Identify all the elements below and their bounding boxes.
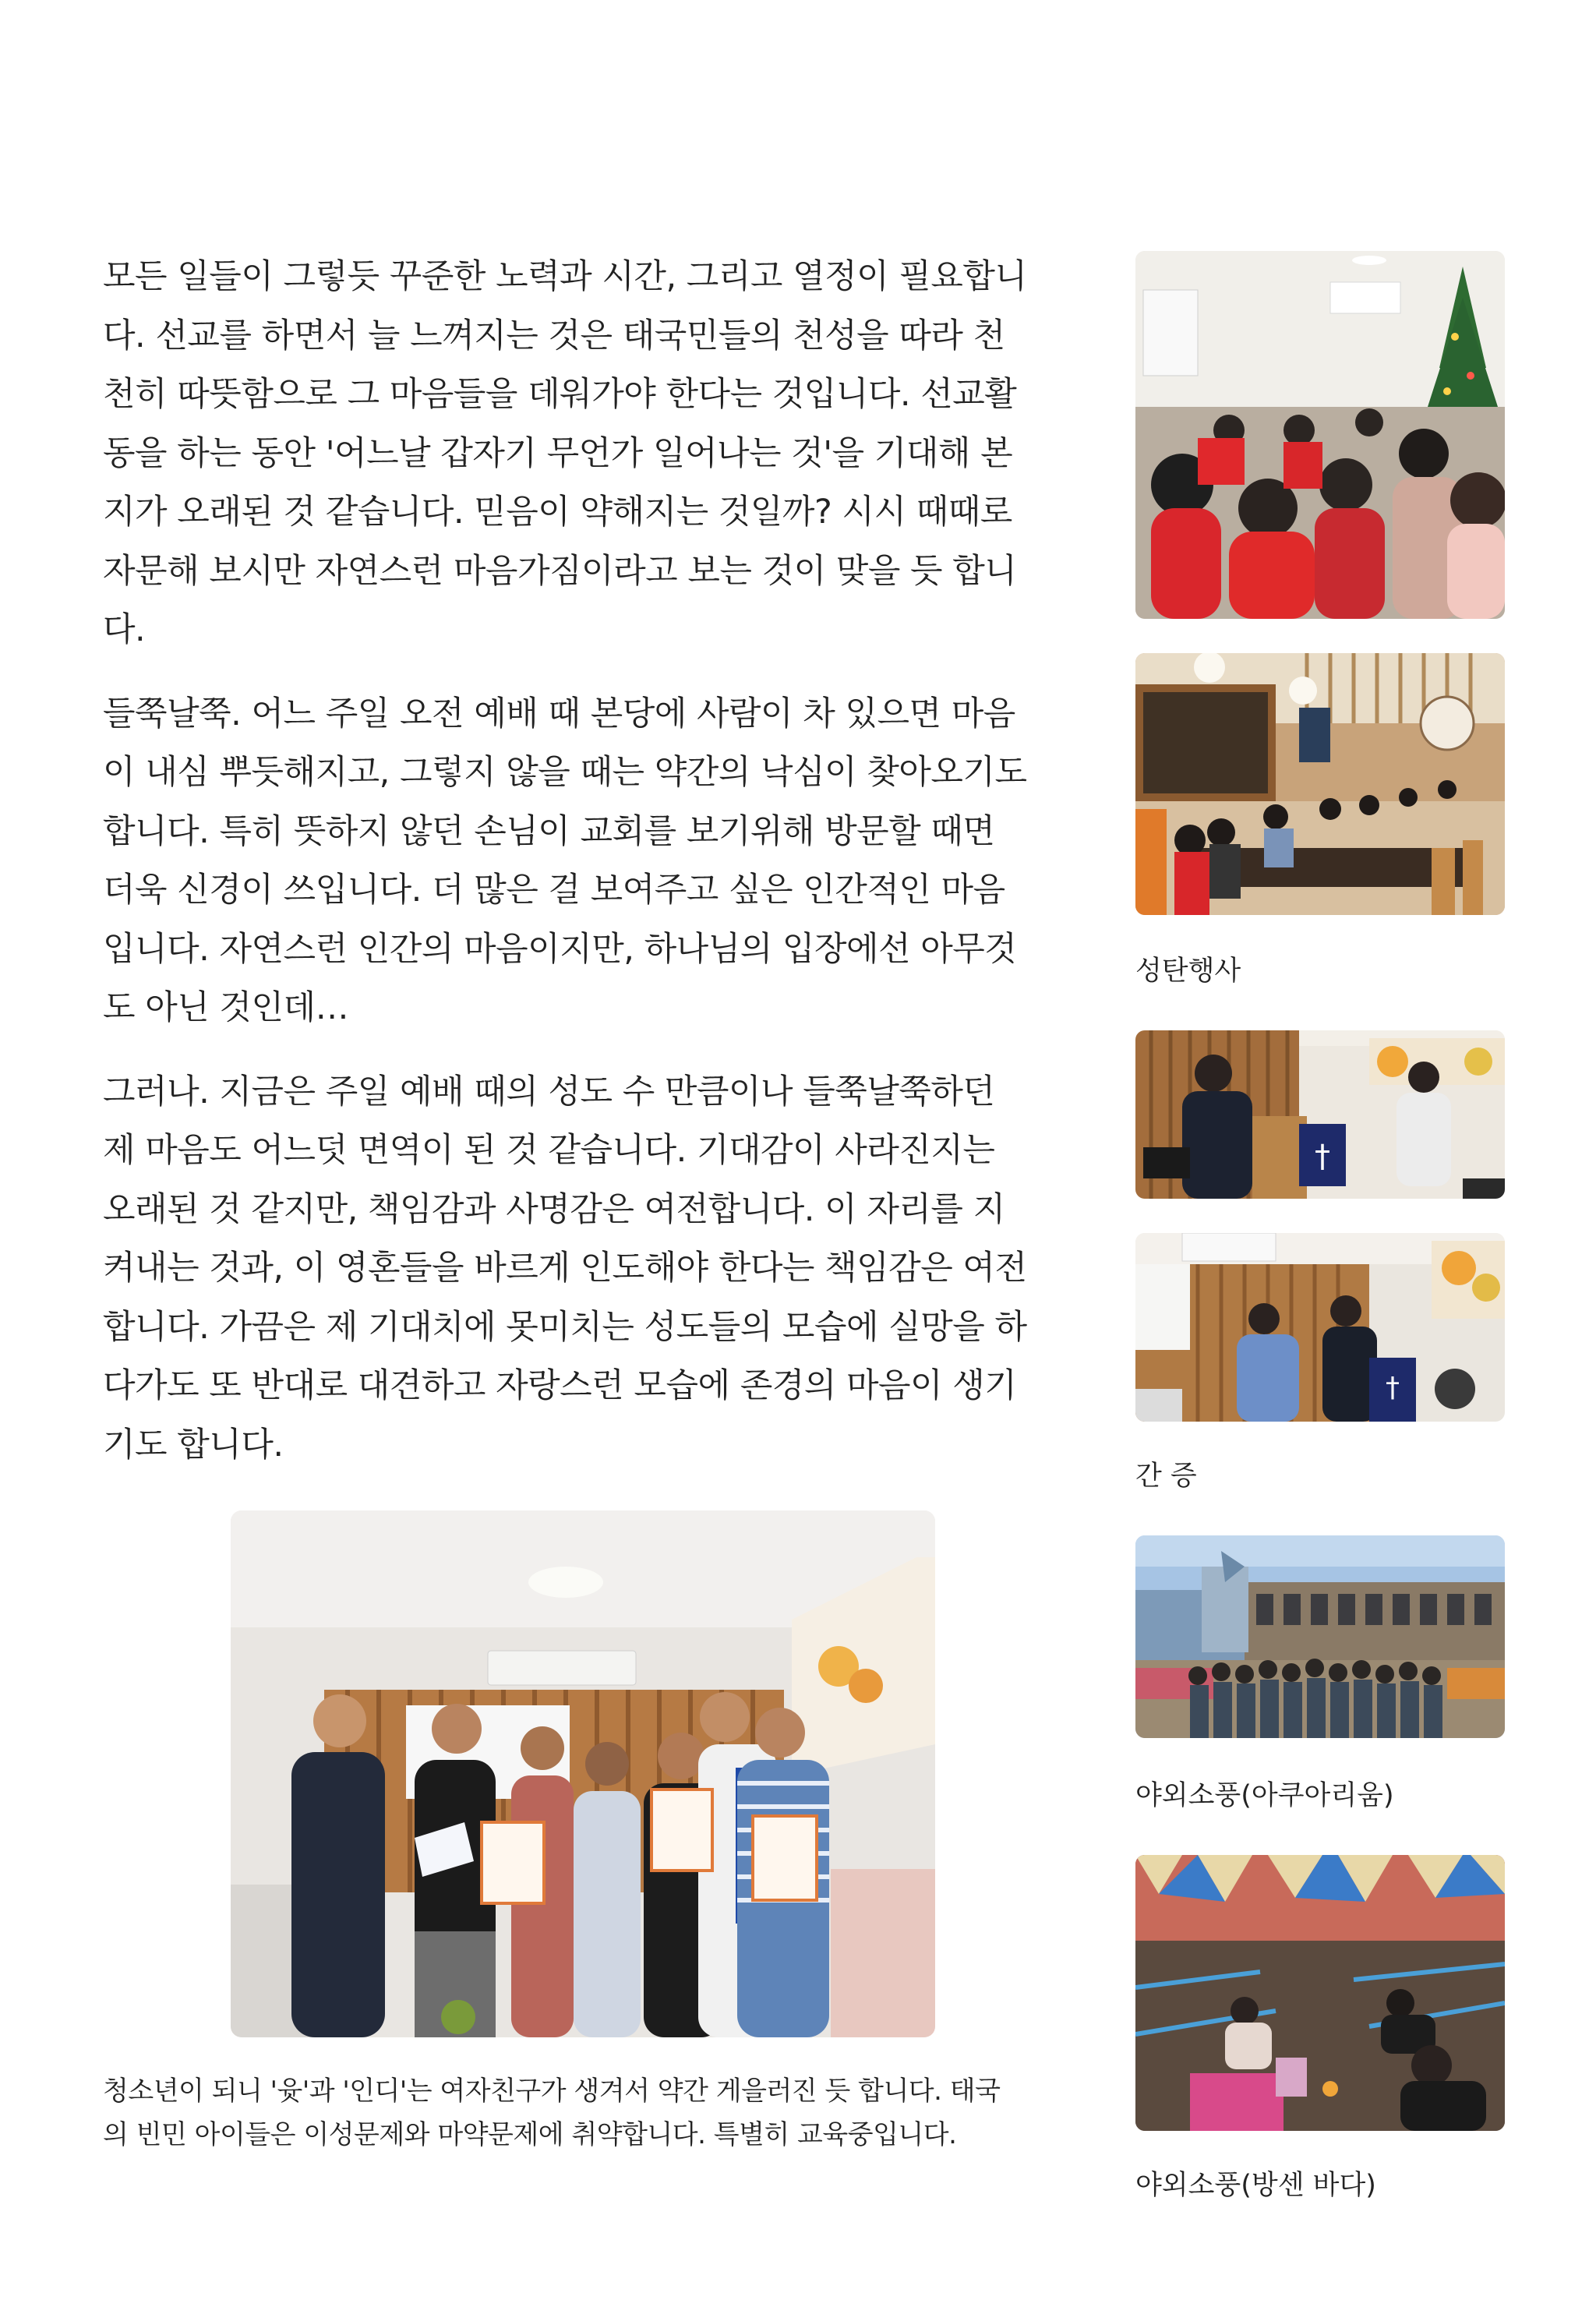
- caption-testimony: 간 증: [1135, 1461, 1197, 1492]
- testimony-photo-2: [1135, 1233, 1505, 1422]
- svg-text:†: †: [1386, 1372, 1400, 1404]
- article-body: [103, 248, 1061, 1500]
- aquarium-outing-photo: [1135, 1535, 1505, 1738]
- christmas-event-photo: [1135, 251, 1505, 619]
- photo-caption: 청소년이 되니 '윳'과 '인디'는 여자친구가 생겨서 약간 게을러진 듯 합니다. 태국 의 빈민 아이들은 이성문제와 마약문제에 취약합니다. 특별히 교육중입니다.: [103, 2076, 1001, 2150]
- paragraph-2: 들쭉날쭉. 어느 주일 오전 예배 때 본당에 사람이 차 있으면 마음 이 내심 뿌듯해지고, 그렇지 않을 때는 약간의 낙심이 찾아오기도 합니다. 특히 뜻하지 않던 손님이 교회를 보기위해 방문할 때면 더욱 신경이 쓰입니다. 더 많은 걸 보여주고 싶은 인간적인 마음 입니다. 자연스런 인간의 마음이지만, 하나님의 입장에선 아무것 도 아닌 것인데…: [103, 694, 1027, 1027]
- caption-aquarium-outing: 야외소풍(아쿠아리움): [1135, 1780, 1394, 1811]
- caption-christmas-event: 성탄행사: [1135, 956, 1241, 987]
- christmas-dinner-photo: [1135, 653, 1505, 915]
- svg-text:†: †: [1315, 1139, 1330, 1175]
- paragraph-3: 그러나. 지금은 주일 예배 때의 성도 수 만큼이나 들쭉날쭉하던 제 마음도 어느덧 면역이 된 것 같습니다. 기대감이 사라진지는 오래된 것 같지만, 책임감과 사명감은 여전합니다. 이 자리를 지 켜내는 것과, 이 영혼들을 바르게 인도해야 한다는 책임감은 여전 합니다. 가끔은 제 기대치에 못미치는 성도들의 모습에 실망을 하 다가도 또 반대로 대견하고 자랑스런 모습에 존경의 마음이 생기 기도 합니다.: [103, 1072, 1027, 1464]
- beach-outing-photo: [1135, 1855, 1505, 2131]
- paragraph-1: 모든 일들이 그렇듯 꾸준한 노력과 시간, 그리고 열정이 필요합니 다. 선교를 하면서 늘 느껴지는 것은 태국민들의 천성을 따라 천 천히 따뜻함으로 그 마음들을 데워가야 한다는 것입니다. 선교활 동을 하는 동안 '어느날 갑자기 무언가 일어나는 것'을 기대해 본 지가 오래된 것 같습니다. 믿음이 약해지는 것일까? 시시 때때로 자문해 보시만 자연스런 마음가짐이라고 보는 것이 맞을 듯 합니 다.: [103, 257, 1027, 649]
- group-certificate-photo: [231, 1510, 935, 2037]
- testimony-photo-1: [1135, 1030, 1505, 1199]
- caption-beach-outing: 야외소풍(방센 바다): [1135, 2170, 1376, 2201]
